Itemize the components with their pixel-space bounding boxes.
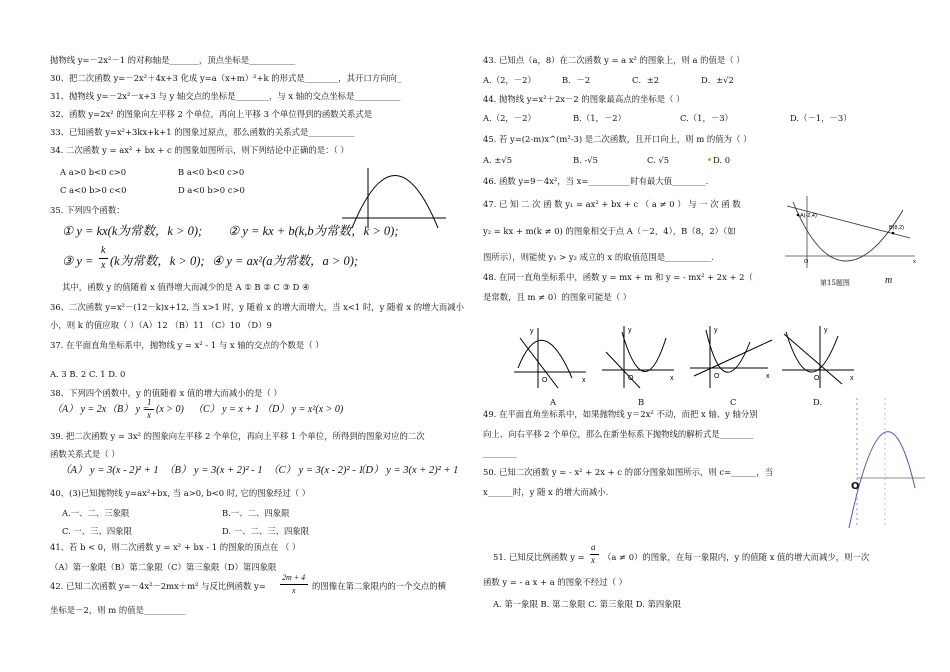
question-39-option-d: （D） y = 3(x + 2)² + 1 (355, 465, 459, 476)
graph-x-label: x (582, 377, 586, 384)
question-43-option-a: A.（2，－2） (483, 75, 536, 85)
question-34-option-b: B a<0 b<0 c>0 (178, 167, 245, 177)
question-47-text-end: 图所示），则能使 y₁ > y₂ 成立的 x 的取值范围是___________. (483, 252, 714, 262)
question-51-options: A. 第一象限 B. 第二象限 C. 第三象限 D. 第四象限 (493, 599, 682, 609)
question-41-options: （A）第一象限（B）第二象限（C）第三象限（D）第四象限 (50, 562, 277, 572)
question-43-text: 43. 已知点（a，8）在二次函数 y = a x² 的图象上，则 a 的值是（ ） (483, 55, 745, 65)
question-34-option-d: D a<0 b>0 c>0 (178, 185, 245, 195)
question-41-text: 41、若 b < 0，则二次函数 y = x² + bx - 1 的图象的顶点在 （ ） (50, 542, 301, 552)
question-35-function-4: ④ y = ax²(a为常数，a > 0); (212, 254, 359, 268)
graph-x-label: x (766, 373, 770, 380)
question-48-graph-b (600, 318, 680, 390)
question-43-option-c: C．±2 (632, 75, 660, 85)
question-49-text: 49. 在平面直角坐标系中，如果抛物线 y＝2x² 不动，而把 x 轴、y 轴分别 (483, 409, 758, 419)
question-51-text-end: 函数 y = - a x + a 的图象不经过（ ） (483, 577, 628, 587)
question-44-option-d: D.（－1，－3） (790, 113, 852, 123)
graph-origin-label: O (628, 375, 634, 382)
question-36-options: 小，则 k 的值应取（ ）（A）12 （B）11 （C）10 （D）9 (50, 320, 272, 330)
question-29-text: 抛物线 y=－2x²－1 的对称轴是_______，顶点坐标是___________ (50, 55, 296, 65)
question-51-text: 51. 已知反比例函数 y = (493, 552, 585, 562)
question-38-option-d: （D） y = x²(x > 0) (262, 404, 344, 415)
graph-origin-label: O (814, 375, 820, 382)
question-34-text: 34. 二次函数 y = ax² + bx + c 的图象如图所示，则下列结论中正确的是：（ ） (50, 145, 349, 155)
graph-x-label: x (670, 375, 674, 382)
question-35-options: 其中，函数 y 的值随着 x 值得增大而减少的是 A ① B ② C ③ D ④ (62, 282, 310, 292)
question-48-label-c: C (730, 397, 737, 407)
question-40-option-d: D. 一、二、三、四象限 (222, 526, 310, 536)
question-50-text-cont: x______时，y 随 x 的增大而减小. (483, 487, 609, 497)
question-35-text: 35. 下列四个函数： (50, 205, 125, 215)
question-48-graph-d (780, 318, 860, 390)
question-48-label-d: D. (813, 397, 823, 407)
question-50-text: 50. 已知二次函数 y = - x² + 2x + c 的部分图象如图所示，则 c=______，当 (483, 467, 773, 477)
line-curve (784, 334, 842, 384)
question-39-text: 39. 把二次函数 y = 3x² 的图象向左平移 2 个单位，再向上平移 1 个单位，所得到的图象对应的二次 (50, 431, 425, 441)
parabola-curve (786, 332, 838, 372)
question-36-text: 36、二次函数 y=x²－(12－k)x+12, 当 x>1 时，y 随着 x 的增大而增大，当 x<1 时，y 随着 x 的增大而减小 (50, 302, 465, 312)
question-35-function-2: ② y = kx + b(k,b为常数，k > 0); (228, 224, 399, 238)
question-50-graph (845, 398, 935, 528)
question-48-graph-c (688, 318, 778, 390)
question-50-origin-label: O (851, 481, 860, 492)
question-45-text: 45. 若 y=(2-m)x^(m²-3) 是二次函数，且开口向上，则 m 的值为（ ） (483, 134, 752, 144)
question-47-graph (785, 196, 925, 276)
question-42-fraction-numerator: 2m + 4 (282, 573, 306, 582)
point-a-label: A(-2,4) (800, 213, 817, 219)
question-44-text: 44. 抛物线 y=x²＋2x－2 的图象最高点的坐标是（ ） (483, 94, 685, 104)
question-44-option-b: B.（1，－2） (573, 113, 626, 123)
question-38-option-a: （A） y = 2x (52, 404, 107, 415)
question-42-fraction-denominator: x (292, 586, 296, 595)
question-34-option-a: A a>0 b<0 c>0 (60, 167, 127, 177)
graph-y-label: y (530, 328, 534, 335)
question-44-option-a: A.（2，－2） (483, 113, 536, 123)
question-42-text-end: 坐标是－2，则 m 的值是__________ (50, 605, 186, 615)
question-40-option-b: B.一、二、四象限 (222, 508, 290, 518)
graph-origin-label: O (714, 373, 720, 380)
stray-letter-m: m (885, 275, 893, 286)
point-b-label: B(8,2) (889, 225, 904, 231)
question-51-text-cont: （a ≠ 0）的图象，在每一象限内，y 的值随 x 值的增大而减少，则一次 (603, 552, 870, 562)
question-47-text: 47. 已 知 二 次 函 数 y₁ = ax² + bx + c （ a ≠ 0 ） 与 一 次 函 数 (483, 199, 741, 209)
question-35-function-3-suffix: (k为常数，k > 0); (110, 254, 205, 268)
question-48-label-a: A (550, 397, 557, 407)
question-34-option-c: C a<0 b>0 c<0 (60, 185, 127, 195)
question-39-option-a: （A） y = 3(x - 2)² + 1 (60, 465, 159, 476)
point-a-dot (797, 214, 800, 217)
question-49-text-cont: 向上、向右平移 2 个单位，那么在新坐标系下抛物线的解析式是________ (483, 429, 754, 439)
question-38-option-b-prefix: （B） y = (107, 404, 150, 415)
question-47-figure-caption: 第15题图 (820, 279, 850, 287)
graph-y-label: y (628, 327, 632, 334)
question-43-option-b: B．－2 (562, 75, 591, 85)
question-38-option-b-suffix: (x > 0) (156, 404, 184, 415)
question-40-option-a: A.一、二、三象限 (62, 508, 130, 518)
question-31-text: 31、抛物线 y=－2x²－x+3 与 y 轴交点的坐标是________，与 x 轴的交点坐标是___________ (50, 91, 401, 101)
graph-x-label: x (913, 259, 916, 265)
question-43-option-d: D．±√2 (701, 75, 734, 85)
question-38-fraction-numerator: 1 (147, 397, 152, 407)
graph-x-label: x (850, 375, 854, 382)
question-38-fraction-denominator: x (147, 410, 151, 420)
graph-y-label: y (714, 327, 718, 334)
question-46-text: 46. 函数 y=9－4x²，当 x=__________时有最大值________. (483, 176, 709, 186)
question-49-text-end: ________ (483, 448, 517, 458)
question-32-text: 32、函数 y=2x² 的图象向左平移 2 个单位，再向上平移 3 个单位得到的函数关系式是 (50, 109, 373, 119)
question-39-option-b: （B） y = 3(x + 2)² - 1 (164, 465, 263, 476)
question-35-function-1: ① y = kx(k为常数，k > 0); (62, 224, 203, 238)
question-48-label-b: B (638, 397, 645, 407)
question-51-fraction-numerator: a (591, 542, 596, 552)
question-42-text-cont: 的图像在第二象限内的一个交点的横 (312, 581, 446, 591)
graph-origin-label: O (804, 259, 809, 265)
question-42-fraction-bar (280, 584, 308, 585)
question-48-text: 48. 在同一直角坐标系中，函数 y = mx + m 和 y = - mx² + 2x + 2（ (483, 272, 753, 282)
question-39-option-c: （C） y = 3(x - 2)² - 1 (268, 465, 364, 476)
graph-origin-label: O (542, 377, 548, 384)
question-35-fraction-denominator: x (101, 260, 106, 271)
question-34-parabola-graph (340, 158, 450, 230)
question-33-text: 33、已知函数 y=x²+3kx+k+1 的图象过原点，那么函数的关系式是___________ (50, 127, 355, 137)
parabola-curve (706, 330, 750, 372)
question-38-option-c: （C） y = x + 1 (193, 404, 260, 415)
question-37-options: A. 3 B. 2 C. 1 D. 0 (50, 369, 126, 379)
question-40-option-c: C. 一、三、四象限 (62, 526, 133, 536)
mark-dot (708, 158, 711, 161)
line-y2 (787, 206, 910, 238)
question-45-option-d: D. 0 (713, 155, 731, 165)
question-51-fraction-denominator: x (591, 555, 595, 565)
question-47-text-cont: y₂ = kx + m(k ≠ 0) 的图象相交于点 A（－2，4），B（8，2）（如 (483, 226, 736, 236)
parabola-curve (352, 176, 438, 229)
graph-y-label: y (824, 327, 828, 334)
question-35-function-3-prefix: ③ y = (62, 254, 94, 268)
question-42-text: 42. 已知二次函数 y=－4x²－2mx＋m² 与反比例函数 y= (50, 581, 266, 591)
question-39-text-cont: 函数关系式是（ ） (50, 449, 120, 459)
point-b-dot (892, 232, 895, 235)
question-40-text: 40、(3)已知抛物线 y=ax²+bx, 当 a>0, b<0 时, 它的图象经过（ ） (50, 488, 311, 498)
parabola-curve (849, 432, 915, 528)
question-38-text: 38、下列四个函数中，y 的值随着 x 值的增大而减小的是（ ） (50, 388, 282, 398)
question-35-fraction-numerator: k (101, 245, 106, 256)
question-30-text: 30、把二次函数 y=－2x²＋4x+3 化成 y=a（x+m）²+k 的形式是________，其开口方向向_ (50, 73, 402, 83)
question-48-graph-a (512, 318, 592, 390)
question-45-option-c: C. √5 (647, 155, 670, 165)
question-35-fraction-bar (99, 258, 108, 259)
parabola-curve (622, 332, 666, 372)
question-45-option-b: B. -√5 (573, 155, 598, 165)
question-48-text-cont: 是常数，且 m ≠ 0）的图象可能是（ ） (483, 292, 632, 302)
question-44-option-c: C.（1，－3） (680, 113, 733, 123)
question-37-text: 37. 在平面直角坐标系中，抛物线 y = x² - 1 与 x 轴的交点的个数是（ ） (50, 340, 324, 350)
question-45-option-a: A. ±√5 (483, 155, 513, 165)
